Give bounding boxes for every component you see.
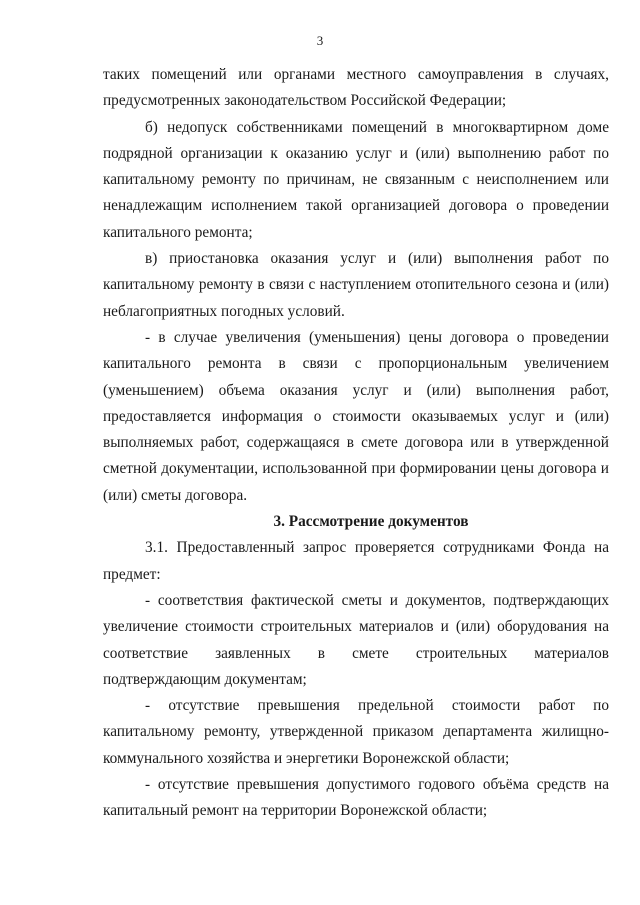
paragraph-item-b: б) недопуск собственниками помещений в многоквартирном доме подрядной организации к оказанию услуг и (или) выполнению работ по капитальному ремонту по причинам, не связанным с неисполнением или ненадлежащим исполнением такой организацией договора о проведении капитального ремонта; bbox=[103, 118, 609, 241]
paragraph-3-1: 3.1. Предоставленный запрос проверяется сотрудниками Фонда на предмет: bbox=[103, 539, 609, 583]
paragraph-continuation: таких помещений или органами местного самоуправления в случаях, предусмотренных законодательством Российской Федерации; bbox=[103, 66, 609, 110]
paragraph-check-annual-volume: - отсутствие превышения допустимого годового объёма средств на капитальный ремонт на территории Воронежской области; bbox=[103, 776, 609, 820]
paragraph-check-cost-limit: - отсутствие превышения предельной стоимости работ по капитальному ремонту, утвержденной приказом департамента жилищно-коммунального хозяйства и энергетики Воронежской области; bbox=[103, 697, 609, 767]
section-heading: 3. Рассмотрение документов bbox=[273, 513, 469, 531]
document-body bbox=[103, 62, 609, 825]
page-number: 3 bbox=[316, 33, 324, 48]
paragraph-check-estimate: - соответствия фактической сметы и документов, подтверждающих увеличение стоимости строительных материалов и (или) оборудования на соответствие заявленных в смете строительных материалов подтверждающим документам; bbox=[103, 591, 609, 688]
paragraph-price-change: - в случае увеличения (уменьшения) цены договора о проведении капитального ремонта в связи с пропорциональным увеличением (уменьшением) объема оказания услуг и (или) выполнения работ, предоставляется информация о стоимости оказываемых услуг и (или) выполняемых работ, содержащаяся в смете договора или в утвержденной сметной документации, использованной при формировании цены договора и (или) сметы договора. bbox=[103, 328, 609, 504]
paragraph-item-v: в) приостановка оказания услуг и (или) выполнения работ по капитальному ремонту в связи с наступлением отопительного сезона и (или) неблагоприятных погодных условий. bbox=[103, 250, 609, 320]
